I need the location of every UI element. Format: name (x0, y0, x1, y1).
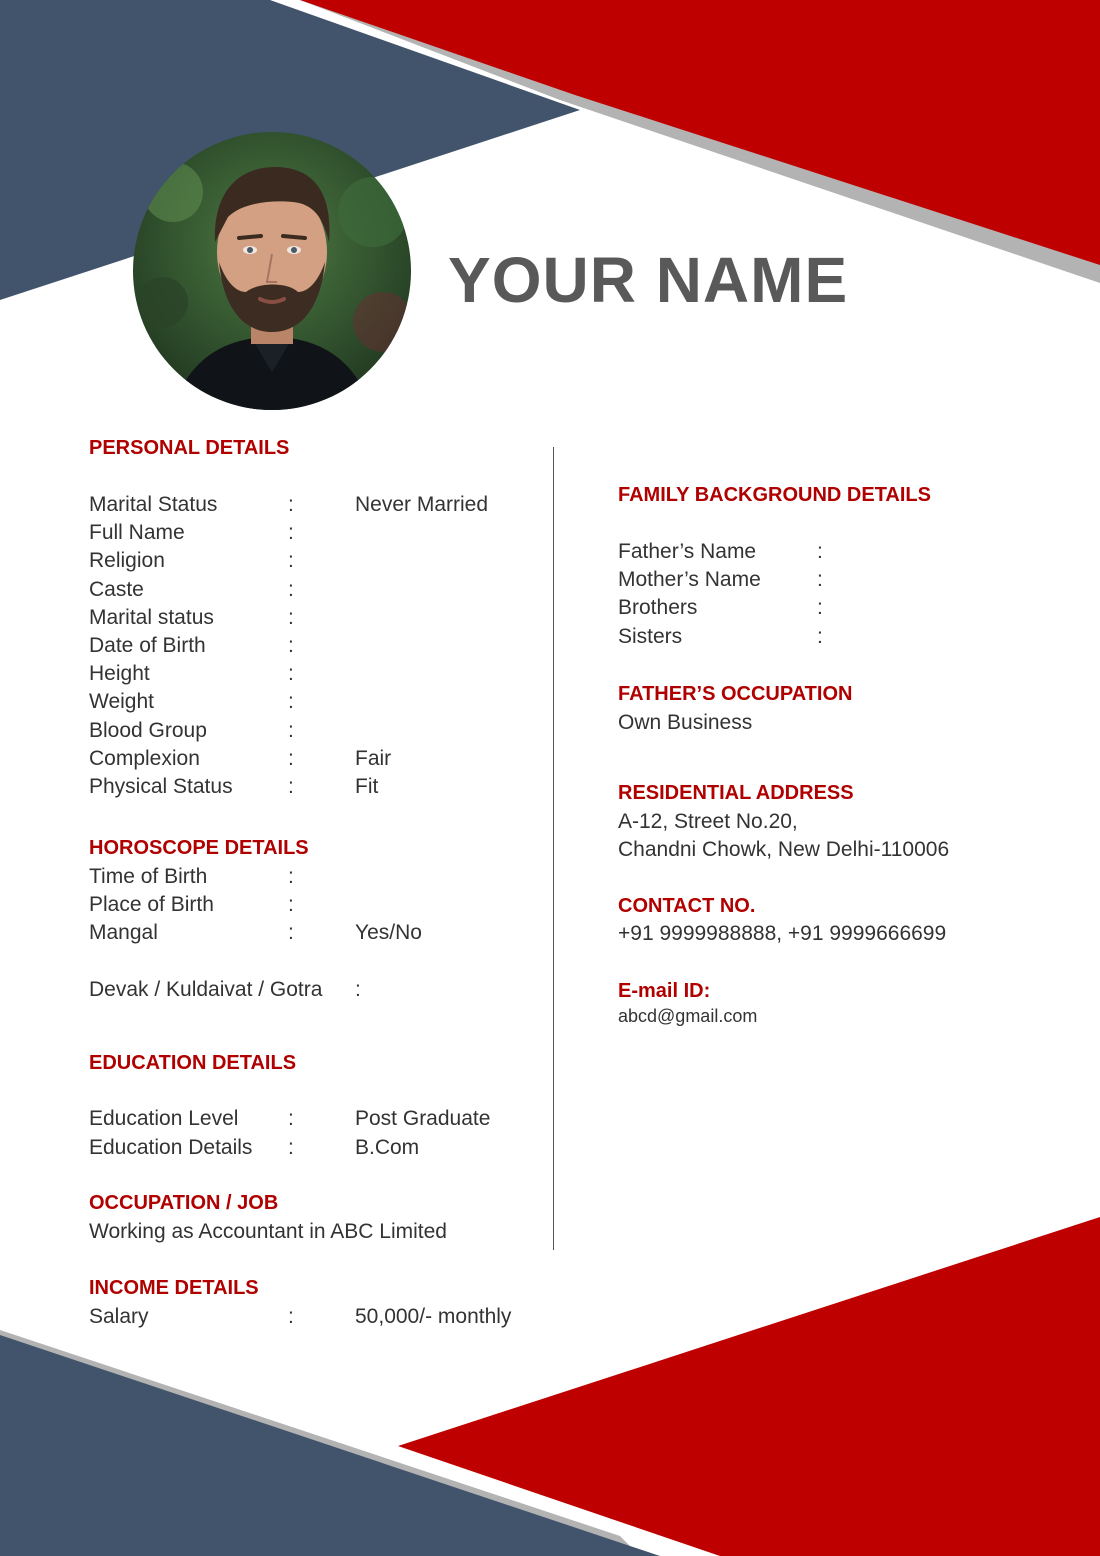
detail-separator: : (817, 624, 823, 648)
detail-label: Education Level (89, 1107, 239, 1130)
detail-separator: : (288, 605, 294, 629)
detail-separator: : (288, 634, 294, 657)
detail-label: Caste (89, 577, 144, 601)
personal-details-heading: PERSONAL DETAILS (89, 437, 290, 459)
email-address[interactable]: abcd@gmail.com (618, 1006, 758, 1026)
detail-label: Weight (89, 690, 154, 714)
detail-label: Mother’s Name (618, 568, 761, 592)
detail-label: Marital status (89, 605, 214, 629)
detail-separator: : (288, 690, 294, 714)
detail-separator: : (288, 718, 294, 742)
detail-separator: : (288, 1135, 294, 1159)
contact-numbers: +91 9999988888, +91 9999666699 (618, 922, 947, 945)
income-separator: : (288, 1305, 294, 1328)
detail-label: Father’s Name (618, 540, 757, 563)
detail-label: Sisters (618, 624, 683, 648)
detail-separator: : (817, 596, 823, 620)
residential-address-heading: RESIDENTIAL ADDRESS (618, 782, 854, 804)
detail-separator: : (288, 746, 294, 770)
detail-value: Post Graduate (355, 1107, 491, 1130)
income-details-heading: INCOME DETAILS (89, 1277, 259, 1299)
father-occupation-text: Own Business (618, 711, 753, 734)
father-occupation-heading: FATHER’S OCCUPATION (618, 683, 853, 705)
detail-separator: : (817, 568, 823, 592)
education-details-heading: EDUCATION DETAILS (89, 1052, 297, 1074)
gotra-separator: : (355, 978, 361, 1001)
detail-separator: : (817, 540, 823, 563)
detail-label: Physical Status (89, 775, 233, 798)
detail-label: Blood Group (89, 718, 207, 742)
candidate-name: YOUR NAME (448, 244, 849, 316)
address-line-2: Chandni Chowk, New Delhi-110006 (618, 838, 950, 861)
detail-label: Date of Birth (89, 634, 206, 657)
contact-heading: CONTACT NO. (618, 895, 756, 917)
detail-label: Complexion (89, 746, 200, 770)
horoscope-details-heading: HOROSCOPE DETAILS (89, 837, 309, 859)
income-label: Salary (89, 1305, 149, 1328)
detail-separator: : (288, 577, 294, 601)
occupation-text: Working as Accountant in ABC Limited (89, 1220, 447, 1243)
detail-separator: : (288, 521, 294, 545)
detail-label: Religion (89, 549, 165, 573)
detail-label: Marital Status (89, 493, 218, 516)
detail-separator: : (288, 921, 294, 945)
detail-separator: : (288, 549, 294, 573)
gotra-label: Devak / Kuldaivat / Gotra (89, 978, 323, 1001)
detail-separator: : (288, 775, 294, 798)
family-background-heading: FAMILY BACKGROUND DETAILS (618, 484, 931, 506)
detail-value: Fair (355, 746, 392, 770)
detail-label: Mangal (89, 921, 158, 945)
detail-separator: : (288, 1107, 294, 1130)
detail-label: Education Details (89, 1135, 253, 1159)
income-value: 50,000/- monthly (355, 1305, 512, 1328)
detail-separator: : (288, 865, 294, 888)
detail-separator: : (288, 493, 294, 516)
occupation-heading: OCCUPATION / JOB (89, 1192, 279, 1214)
email-heading: E-mail ID: (618, 980, 711, 1002)
detail-value: B.Com (355, 1135, 420, 1159)
detail-value: Fit (355, 775, 379, 798)
profile-photo (133, 132, 411, 410)
portrait-illustration (133, 132, 411, 410)
detail-value: Never Married (355, 493, 489, 516)
detail-label: Time of Birth (89, 865, 208, 888)
column-divider (553, 447, 554, 1250)
detail-label: Brothers (618, 596, 698, 620)
detail-label: Full Name (89, 521, 185, 545)
detail-label: Place of Birth (89, 893, 214, 917)
detail-separator: : (288, 662, 294, 686)
detail-value: Yes/No (355, 921, 422, 945)
detail-separator: : (288, 893, 294, 917)
detail-label: Height (89, 662, 150, 686)
address-line-1: A-12, Street No.20, (618, 810, 798, 833)
